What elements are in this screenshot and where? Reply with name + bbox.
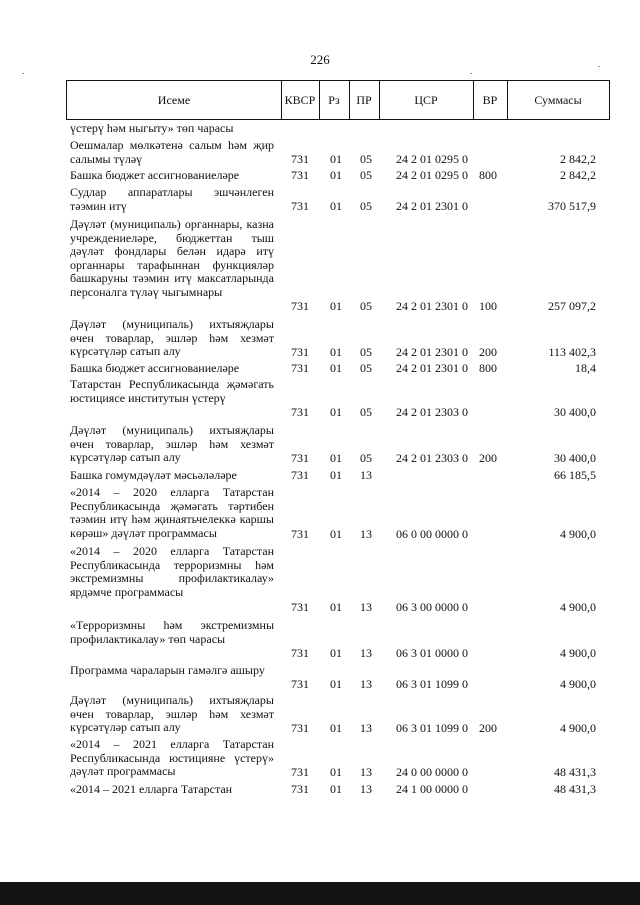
row-csr: 24 2 01 2301 0 [396,299,468,313]
row-name: Дәүләт (муниципаль) ихтыяҗлары өчен товарлар, эшләр һәм хезмәт күрсәтүләр сатып алу [70,423,274,465]
scan-speck [598,66,600,67]
row-vr: 200 [479,451,497,465]
row-rz: 01 [330,361,342,375]
header-name: Исеме [157,93,191,107]
row-vr: 800 [479,168,497,182]
row-csr: 24 1 00 0000 0 [396,782,468,796]
page-number: 226 [310,52,330,67]
row-pr: 05 [360,451,372,465]
row-rz: 01 [330,299,342,313]
row-pr: 13 [360,527,372,541]
header-pr: ПР [356,93,372,107]
row-sum: 48 431,3 [554,782,596,796]
row-rz: 01 [330,782,342,796]
row-pr: 13 [360,646,372,660]
row-pr: 05 [360,168,372,182]
row-csr: 24 2 01 2301 0 [396,345,468,359]
row-kvsr: 731 [291,527,309,541]
header-csr: ЦСР [414,93,438,107]
header-rz: Рз [328,93,340,107]
row-kvsr: 731 [291,152,309,166]
row-sum: 370 517,9 [548,199,596,213]
row-name: Судлар аппаратлары эшчәнлеген тәэмин итү [70,185,274,213]
row-sum: 4 900,0 [560,721,596,735]
row-csr: 06 3 01 0000 0 [396,646,468,660]
row-csr: 06 0 00 0000 0 [396,527,468,541]
row-kvsr: 731 [291,361,309,375]
row-name: «2014 – 2020 елларга Татарстан Республикасында терроризмны һәм экстремизмны профилактикалау» ярдәмче программасы [70,544,274,599]
row-sum: 4 900,0 [560,600,596,614]
row-name: «2014 – 2021 елларга Татарстан Республикасында юстицияне үстерү» дәүләт программасы [70,737,274,779]
row-name: Башка бюджет ассигнованиеләре [70,168,240,182]
row-pr: 13 [360,721,372,735]
row-kvsr: 731 [291,600,309,614]
row-sum: 4 900,0 [560,527,596,541]
header-kvsr: КВСР [284,93,316,107]
row-name: үстерү һәм ныгыту» төп чарасы [70,121,234,135]
header-vr: ВР [482,93,498,107]
row-kvsr: 731 [291,782,309,796]
row-pr: 05 [360,152,372,166]
row-name: Оешмалар мөлкәтенә салым һәм җир салымы түләү [70,138,274,166]
row-csr: 06 3 00 0000 0 [396,600,468,614]
row-rz: 01 [330,405,342,419]
row-kvsr: 731 [291,468,309,482]
row-kvsr: 731 [291,299,309,313]
row-csr: 24 2 01 0295 0 [396,152,468,166]
row-rz: 01 [330,468,342,482]
row-pr: 13 [360,765,372,779]
row-name: Башка бюджет ассигнованиеләре [70,361,240,375]
row-csr: 24 2 01 2303 0 [396,405,468,419]
row-csr: 06 3 01 1099 0 [396,677,468,691]
row-pr: 05 [360,405,372,419]
row-sum: 4 900,0 [560,677,596,691]
row-kvsr: 731 [291,765,309,779]
row-pr: 05 [360,345,372,359]
row-rz: 01 [330,646,342,660]
row-name: Дәүләт (муниципаль) органнары, казна учреждениеләре, бюджеттан тыш дәүләт фондлары белән идарә итү органнары тарафыннан функцияләр башкаруны тәэмин итү максатларында персоналга түләү чыгымнары [70,217,274,299]
row-rz: 01 [330,765,342,779]
row-kvsr: 731 [291,199,309,213]
row-name: Дәүләт (муниципаль) ихтыяҗлары өчен товарлар, эшләр һәм хезмәт күрсәтүләр сатып алу [70,317,274,359]
row-kvsr: 731 [291,721,309,735]
row-vr: 200 [479,721,497,735]
table-body [0,120,640,820]
row-pr: 13 [360,782,372,796]
row-csr: 24 2 01 2303 0 [396,451,468,465]
row-rz: 01 [330,677,342,691]
row-csr: 24 2 01 2301 0 [396,361,468,375]
row-pr: 05 [360,361,372,375]
row-kvsr: 731 [291,345,309,359]
row-kvsr: 731 [291,168,309,182]
row-sum: 257 097,2 [548,299,596,313]
row-rz: 01 [330,451,342,465]
row-name: «2014 – 2020 елларга Татарстан Республикасында җәмәгать тәртибен тәэмин итү һәм җинаятьчелеккә каршы көрәш» дәүләт программасы [70,485,274,540]
row-rz: 01 [330,168,342,182]
row-pr: 13 [360,600,372,614]
row-sum: 30 400,0 [554,405,596,419]
scan-speck [470,73,472,74]
row-name: «2014 – 2021 елларга Татарстан [70,782,233,796]
row-vr: 200 [479,345,497,359]
row-csr: 06 3 01 1099 0 [396,721,468,735]
row-vr: 800 [479,361,497,375]
row-sum: 30 400,0 [554,451,596,465]
row-csr: 24 0 00 0000 0 [396,765,468,779]
row-sum: 2 842,2 [560,168,596,182]
row-csr: 24 2 01 2301 0 [396,199,468,213]
header-sum: Суммасы [534,93,582,107]
row-name: «Терроризмны һәм экстремизмны профилактикалау» төп чарасы [70,618,274,646]
scan-edge-bar [0,882,640,905]
row-rz: 01 [330,345,342,359]
row-kvsr: 731 [291,646,309,660]
row-name: Дәүләт (муниципаль) ихтыяҗлары өчен товарлар, эшләр һәм хезмәт күрсәтүләр сатып алу [70,693,274,735]
row-sum: 66 185,5 [554,468,596,482]
row-pr: 13 [360,677,372,691]
row-name: Программа чараларын гамәлгә ашыру [70,663,265,677]
row-vr: 100 [479,299,497,313]
row-rz: 01 [330,600,342,614]
row-csr: 24 2 01 0295 0 [396,168,468,182]
row-kvsr: 731 [291,451,309,465]
row-name: Татарстан Республикасында җәмәгать юстициясе институтын үстерү [70,377,274,405]
row-sum: 18,4 [575,361,596,375]
row-sum: 4 900,0 [560,646,596,660]
row-sum: 113 402,3 [548,345,596,359]
row-kvsr: 731 [291,677,309,691]
scan-speck [22,73,24,74]
row-sum: 2 842,2 [560,152,596,166]
row-rz: 01 [330,721,342,735]
row-name: Башка гомумдәүләт мәсьәләләре [70,468,237,482]
row-pr: 05 [360,299,372,313]
row-sum: 48 431,3 [554,765,596,779]
row-kvsr: 731 [291,405,309,419]
row-rz: 01 [330,199,342,213]
row-pr: 05 [360,199,372,213]
row-rz: 01 [330,527,342,541]
table-header [66,80,610,120]
row-pr: 13 [360,468,372,482]
row-rz: 01 [330,152,342,166]
